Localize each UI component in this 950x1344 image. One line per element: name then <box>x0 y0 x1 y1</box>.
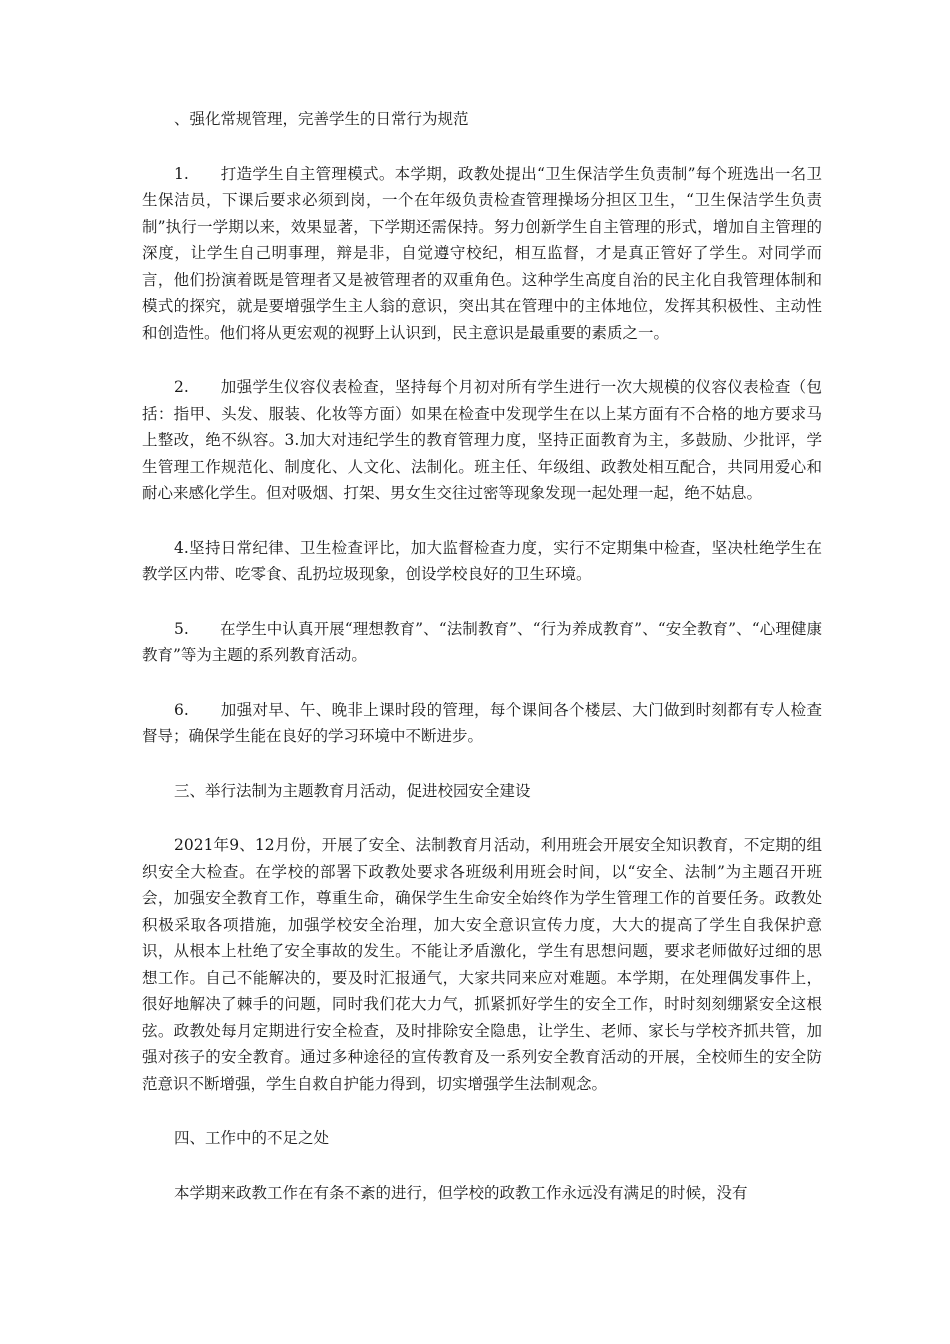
section-heading-3: 三、举行法制为主题教育月活动，促进校园安全建设 <box>174 781 531 800</box>
section-heading-4: 四、工作中的不足之处 <box>174 1129 330 1147</box>
document-body <box>142 106 822 1206</box>
section-heading-2: 、强化常规管理，完善学生的日常行为规范 <box>174 110 469 128</box>
list-item-6: 6. 加强对早、午、晚非上课时段的管理，每个课间各个楼层、大门做到时刻都有专人检查督导；确保学生能在良好的学习环境中不断进步。 <box>142 700 822 745</box>
list-item-2: 2. 加强学生仪容仪表检查，坚持每个月初对所有学生进行一次大规模的仪容仪表检查（包括：指甲、头发、服装、化妆等方面）如果在检查中发现学生在以上某方面有不合格的地方要求马上整改，绝不纵容。3.加大对违纪学生的教育管理力度，坚持正面教育为主，多鼓励、少批评，学生管理工作规范化、制度化、人文化、法制化。班主任、年级组、政教处相互配合，共同用爱心和耐心来感化学生。但对吸烟、打架、男女生交往过密等现象发现一起处理一起，绝不姑息。 <box>142 378 822 502</box>
list-item-4: 4.坚持日常纪律、卫生检查评比，加大监督检查力度，实行不定期集中检查，坚决杜绝学生在教学区内带、吃零食、乱扔垃圾现象，创设学校良好的卫生环境。 <box>142 538 822 583</box>
list-item-5: 5. 在学生中认真开展“理想教育”、“法制教育”、“行为养成教育”、“安全教育”、“心理健康教育”等为主题的系列教育活动。 <box>142 619 822 664</box>
paragraph-safety: 2021年9、12月份，开展了安全、法制教育月活动，利用班会开展安全知识教育，不定期的组织安全大检查。在学校的部署下政教处要求各班级利用班会时间，以“安全、法制”为主题召开班会，加强安全教育工作，尊重生命，确保学生生命安全始终作为学生管理工作的首要任务。政教处积极采取各项措施，加强学校安全治理，加大安全意识宣传力度，大大的提高了学生自我保护意识，从根本上杜绝了安全事故的发生。不能让矛盾激化，学生有思想问题，要求老师做好过细的思想工作。自己不能解决的，要及时汇报通气，大家共同来应对难题。本学期，在处理偶发事件上，很好地解决了棘手的问题，同时我们花大力气，抓紧抓好学生的安全工作，时时刻刻绷紧安全这根弦。政教处每月定期进行安全检查，及时排除安全隐患，让学生、老师、家长与学校齐抓共管，加强对孩子的安全教育。通过多种途径的宣传教育及一系列安全教育活动的开展，全校师生的安全防范意识不断增强，学生自救自护能力得到，切实增强学生法制观念。 <box>142 836 822 1093</box>
paragraph-shortcomings: 本学期来政教工作在有条不紊的进行，但学校的政教工作永远没有满足的时候，没有 <box>174 1183 748 1202</box>
list-item-1: 1. 打造学生自主管理模式。本学期，政教处提出“卫生保洁学生负责制”每个班选出一名卫生保洁员，下课后要求必须到岗，一个在年级负责检查管理操场分担区卫生，“卫生保洁学生负责制”执行一学期以来，效果显著，下学期还需保持。努力创新学生自主管理的形式，增加自主管理的深度，让学生自己明事理，辩是非，自觉遵守校纪，相互监督，才是真正管好了学生。对同学而言，他们扮演着既是管理者又是被管理者的双重角色。这种学生高度自治的民主化自我管理体制和模式的探究，就是要增强学生主人翁的意识，突出其在管理中的主体地位，发挥其积极性、主动性和创造性。他们将从更宏观的视野上认识到，民主意识是最重要的素质之一。 <box>142 164 822 342</box>
